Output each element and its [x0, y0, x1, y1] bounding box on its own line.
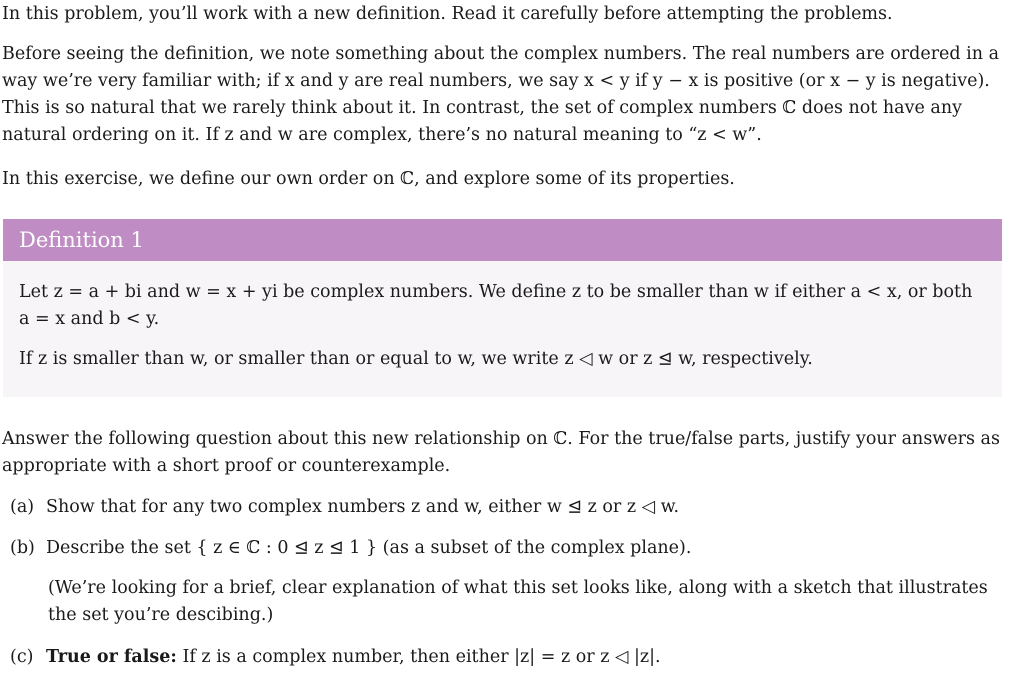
part-c-text: If z is a complex number, then either |z| = z or z ◁ |z|.: [182, 647, 661, 667]
part-b-label: (b): [10, 538, 35, 558]
part-a-label: (a): [10, 497, 35, 517]
part-b: [10, 535, 1002, 562]
intro-paragraph-1: In this problem, you’ll work with a new definition. Read it carefully before attempting the problems.: [2, 4, 893, 24]
intro-paragraph-2: Before seeing the definition, we note something about the complex numbers. The real numbers are ordered in a way we’re very familiar with; if x and y are real numbers, we say x < y if y − x is positive (or x − y is negative). This is so natural that we rarely think about it. In contrast, the set of complex numbers ℂ does not have any natural ordering on it. If z and w are complex, there’s no natural meaning to “z < w”.: [2, 44, 1000, 145]
part-b-text: Describe the set { z ∈ ℂ : 0 ⊴ z ⊴ 1 } (as a subset of the complex plane).: [46, 538, 692, 558]
part-b-note: (We’re looking for a brief, clear explanation of what this set looks like, along with a sketch that illustrates the set you’re descibing.): [48, 578, 988, 625]
question-intro: Answer the following question about this new relationship on ℂ. For the true/false parts, justify your answers as appropriate with a short proof or counterexample.: [2, 429, 1000, 476]
part-c: [10, 644, 1002, 671]
definition-box: [3, 219, 1002, 397]
part-c-prefix: True or false:: [46, 647, 177, 667]
definition-line-1: Let z = a + bi and w = x + yi be complex numbers. We define z to be smaller than w if either a < x, or both a = x and b < y.: [19, 282, 973, 329]
part-a-text: Show that for any two complex numbers z and w, either w ⊴ z or z ◁ w.: [46, 497, 680, 517]
part-a: [10, 494, 1002, 521]
part-c-label: (c): [10, 647, 34, 667]
definition-line-2: If z is smaller than w, or smaller than or equal to w, we write z ◁ w or z ⊴ w, respectively.: [19, 349, 813, 369]
definition-title: Definition 1: [3, 219, 1002, 261]
intro-paragraph-3: In this exercise, we define our own order on ℂ, and explore some of its properties.: [2, 169, 735, 189]
